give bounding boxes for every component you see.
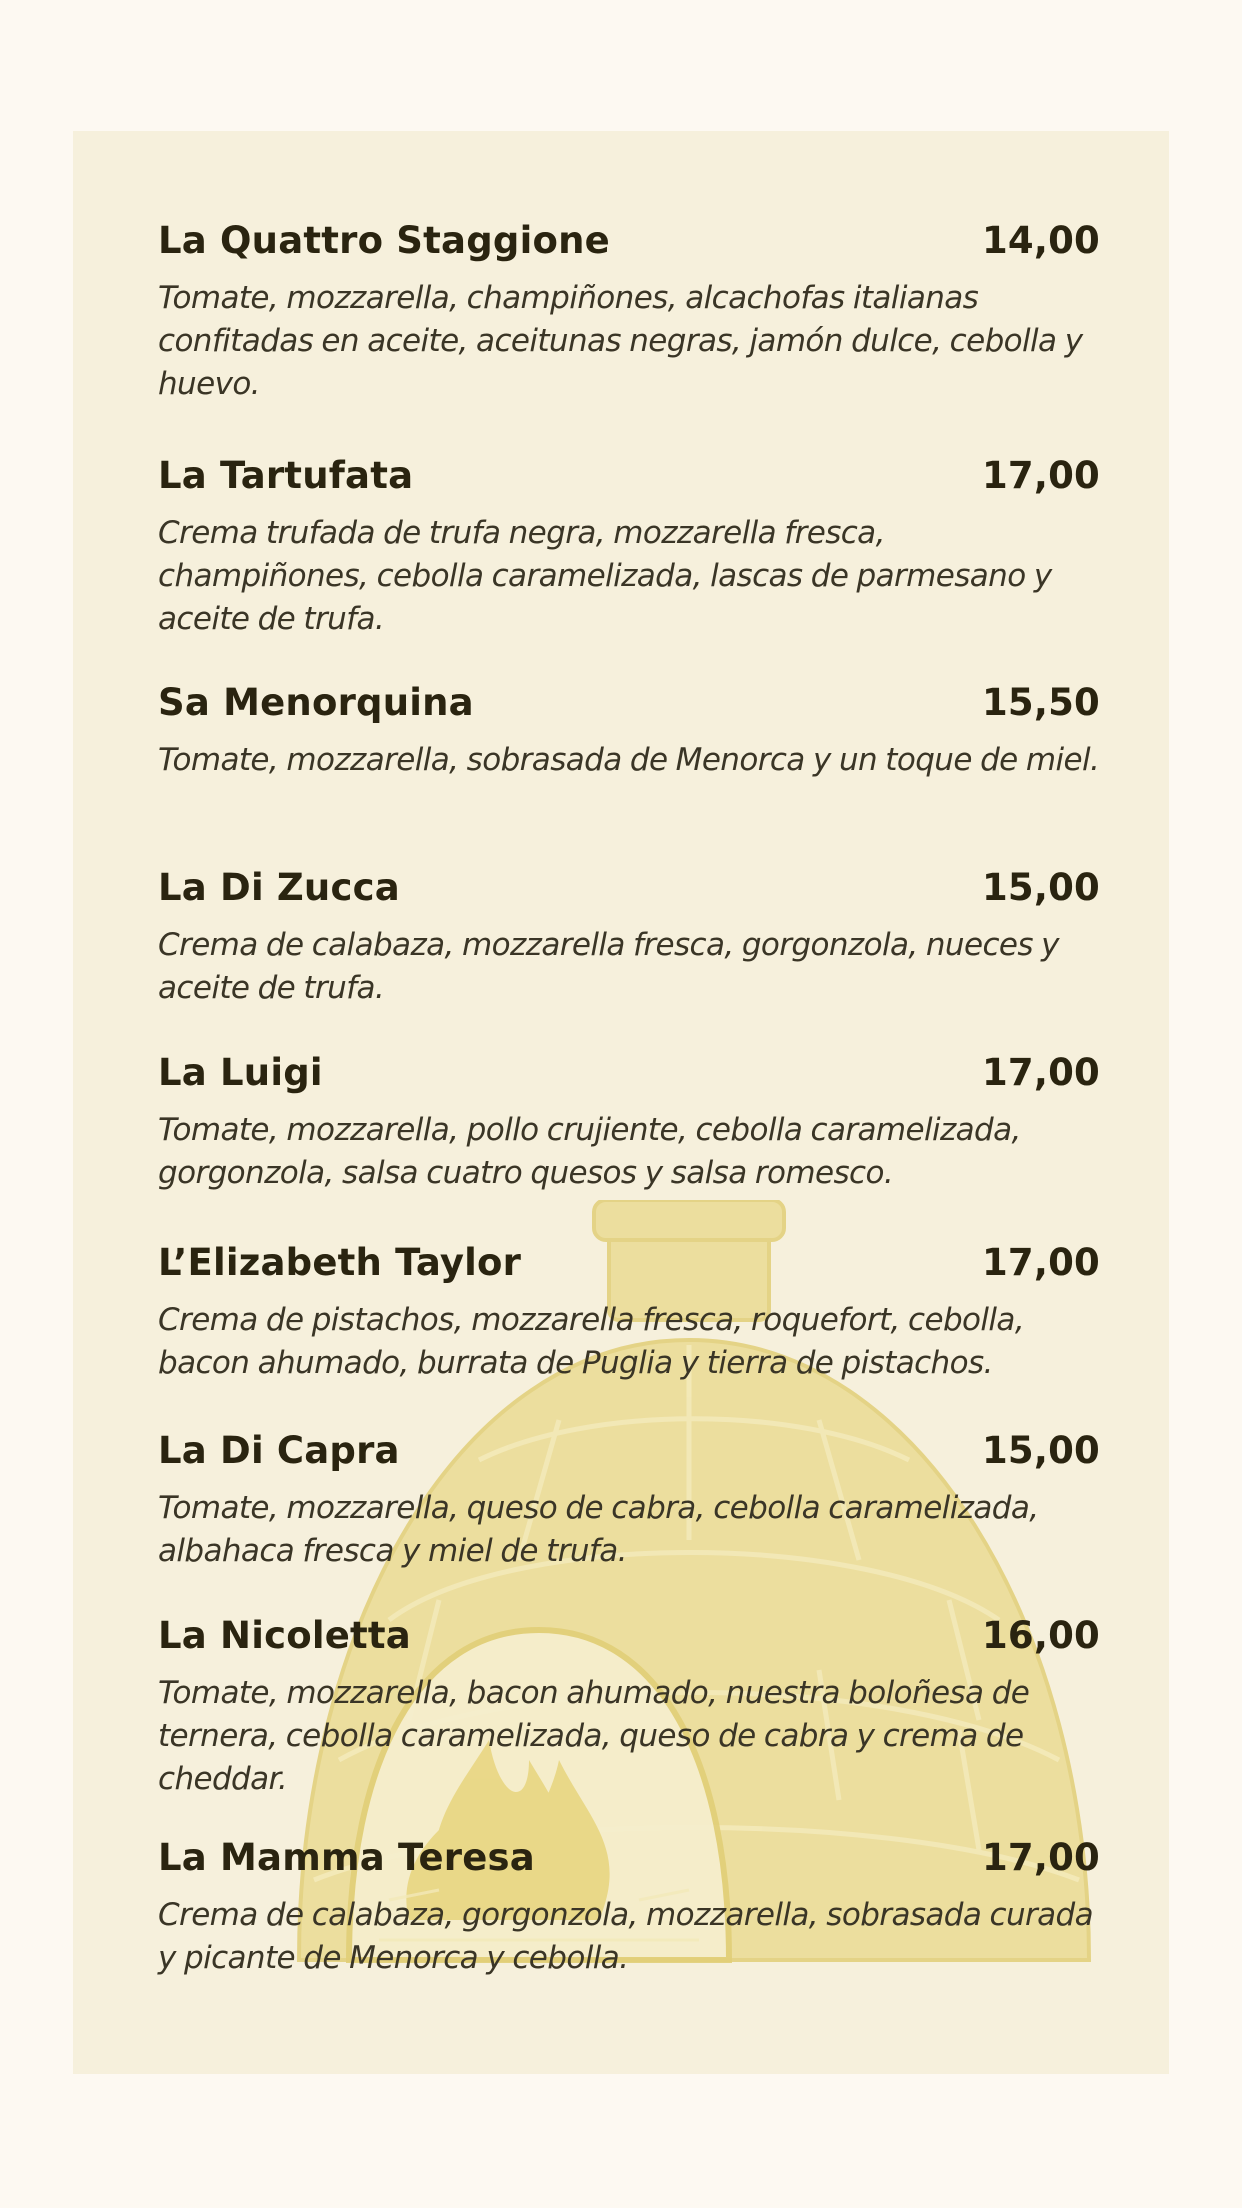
menu-item [158,1051,1100,1195]
item-description: Crema de calabaza, gorgonzola, mozzarella, sobrasada curada y picante de Menorca y cebolla. [158,1897,1094,1976]
item-name: La Di Zucca [158,866,400,909]
item-description: Tomate, mozzarella, bacon ahumado, nuestra boloñesa de ternera, cebolla caramelizada, queso de cabra y crema de cheddar. [158,1675,1030,1797]
menu-items [73,131,1169,2074]
item-name: L’Elizabeth Taylor [158,1241,522,1284]
item-description: Crema trufada de trufa negra, mozzarella fresca, champiñones, cebolla caramelizada, lascas de parmesano y aceite de trufa. [158,515,1052,637]
item-name: La Tartufata [158,454,414,497]
item-name: La Di Capra [158,1429,400,1472]
item-price: 17,00 [981,454,1100,497]
item-price: 17,00 [981,1241,1100,1284]
item-name: La Luigi [158,1051,323,1094]
menu-item [158,1836,1100,1980]
item-description: Tomate, mozzarella, pollo crujiente, cebolla caramelizada, gorgonzola, salsa cuatro quesos y salsa romesco. [158,1112,1021,1191]
menu-item [158,866,1100,1010]
item-name: La Nicoletta [158,1614,411,1657]
item-description: Tomate, mozzarella, sobrasada de Menorca y un toque de miel. [158,742,1100,778]
item-price: 17,00 [981,1051,1100,1094]
item-price: 15,00 [981,866,1100,909]
item-description: Tomate, mozzarella, champiñones, alcachofas italianas confitadas en aceite, aceitunas negras, jamón dulce, cebolla y huevo. [158,280,1083,402]
item-price: 14,00 [981,219,1100,262]
item-name: La Quattro Staggione [158,219,610,262]
item-description: Crema de calabaza, mozzarella fresca, gorgonzola, nueces y aceite de trufa. [158,927,1059,1006]
menu-item [158,454,1100,641]
item-price: 15,00 [981,1429,1100,1472]
item-name: La Mamma Teresa [158,1836,535,1879]
menu-item [158,1614,1100,1801]
item-name: Sa Menorquina [158,681,474,724]
item-description: Crema de pistachos, mozzarella fresca, roquefort, cebolla, bacon ahumado, burrata de Puglia y tierra de pistachos. [158,1302,1025,1381]
item-price: 17,00 [981,1836,1100,1879]
menu-item [158,1241,1100,1385]
item-price: 15,50 [981,681,1100,724]
menu-item [158,1429,1100,1573]
menu-card [73,131,1169,2074]
menu-item [158,681,1100,782]
item-price: 16,00 [981,1614,1100,1657]
menu-item [158,219,1100,406]
item-description: Tomate, mozzarella, queso de cabra, cebolla caramelizada, albahaca fresca y miel de trufa. [158,1490,1039,1569]
